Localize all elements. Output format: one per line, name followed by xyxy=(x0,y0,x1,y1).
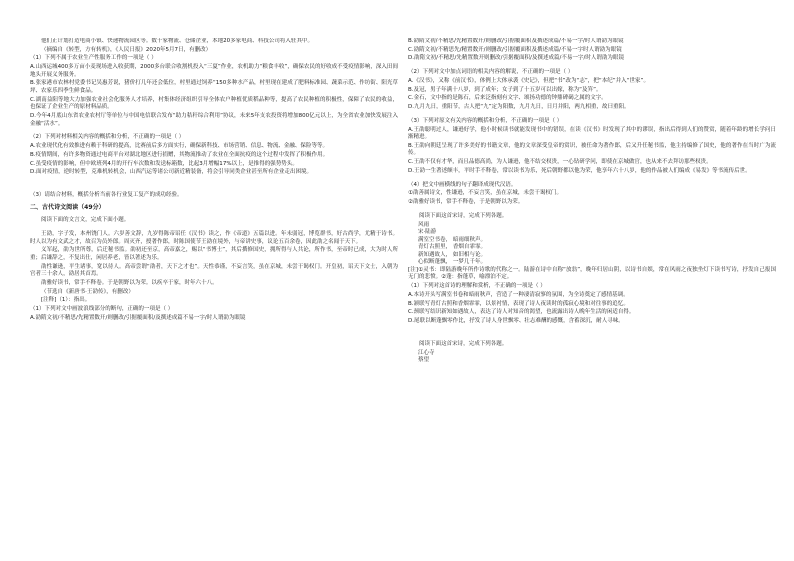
question-b: （2）下列对文中加点词语的相关内容的解说，不正确的一项是（ ） xyxy=(408,69,574,76)
poem-question: （1）下列对这首诗的理解和赏析，不正确的一项是（ ） xyxy=(408,283,546,290)
option-d: D.王劭一生著述颇丰，平时手不释卷，常以读书为乐，死后朝野都以他为荣，他享年六十八岁，他的作品被人们编成《易发》等书流传后世。 xyxy=(408,167,751,174)
option-d: D.劭隋文初/不精思/先精置数开则删改/引据覆面积/及撰述成篇/不易一字/时人谓劭为眼镜 xyxy=(408,55,624,62)
section-lead: 阅读下面的文言文，完成下面小题。 xyxy=(41,217,130,224)
classical-text-para: 义军起，劭为世所尊，后迁秘书监。劭初还至京，高帝嘉之，赐以“书博士”，其后撰修国史，拥所得与人共论，所作书，至帝时已成，大为时人所重；后谦辞之，不复出仕，闲居养老，皆以著述为乐。 xyxy=(30,247,398,261)
classical-text-para: 王劭，字子发，本州饶门人。六岁善文辞，九岁得陈帝诏任《汉书》读之，作《帝道》五篇以进。年未弱冠，博览群书，好古尚学，尤精于诗书。时人以为有文武之才，故召为员外郎。周灭齐，授著作郎，时陈国使节王劭在境外，与帝讲史事，议论五百余卷，因此劭之名闻于天下。 xyxy=(30,231,398,245)
poem-line: 青灯古照里， 香烟自霏霏。 xyxy=(418,244,487,251)
poem-line: 新知遇故人， 如旧相与论。 xyxy=(418,251,487,258)
option-a: A.劭隋文初/不精思/先精置数开/则删改/引据覆面积/及撰述成篇不易一字/时人谓劭为眼镜 xyxy=(30,314,246,321)
option-a: A.《汉书》，又称《前汉书》，体例上大体承袭《史记》，但把“书”改为“志”，把“本纪”并入“世家”。 xyxy=(408,77,649,84)
option-b: B.张家港市农林村党委书记吴惠芳说，猪价打几年还会低位，村里通过饲养“150多种水产品，村里现在建成了肥料标准园、蔬菜示范、作坊街、阳光草坪、农家乐四季生鲜食品。 xyxy=(30,80,398,95)
question-1: （1）下列不属于农业生产性服务工作的一项是（ ） xyxy=(30,55,157,62)
option-d: D.面对疫情，逆时转型，克难机转机会，山西汽运等诸公司新近精装备，将会引导同类企业甚至所有企业走出困境。 xyxy=(30,169,313,176)
option-b: B.及冠，男子年满十八岁，到了成年；女子到了十五岁可以出嫁，称为“及笄”。 xyxy=(408,86,602,93)
poem-block xyxy=(408,222,776,267)
option-a: A.王劭聪明过人，谦逊好学，他小时候读书就能发现书中的错误，在读《汉书》时发现了其中的谬误，指出后得到人们的赞赏，随着年龄的增长学问日渐精进。 xyxy=(408,126,776,141)
poem-line: 心似断蓬飘， 一梦几千年。 xyxy=(418,259,487,266)
option-d: D.今年4月底山东省农业农村厅等单位与中国电信联合发布“助力秸秆综合利用”协议，未来5年支农投资将增加800亿元以上，为全省农业加快发展注入金融“活水”。 xyxy=(30,113,398,127)
section-heading: 二、古代诗文阅读（49分） xyxy=(30,203,105,211)
option-a: A.农业现代化有效推进有赖于科研的提高，比赛前后多方面实行，确保新科技、市场营销、信息、物流、金融、保险等等。 xyxy=(30,143,329,150)
option-a: A.山西运城400多万亩小麦现场进入收获期，2000多台联合收割机投入“三夏”作业，农机助力“粮食丰收”，确保农民的好收成不受疫情影响，深入田间地头开展义务服务。 xyxy=(30,64,398,78)
poem-author: 宋·陆游 xyxy=(418,229,437,236)
option-b: B.劭隋文初/不精思/先精置数开/则删改/引据覆面积及撰述成篇/不易一字/时人谓劭为眼镜 xyxy=(408,38,624,44)
left-column xyxy=(30,38,398,551)
option-c: C.王劭不仅有才华，而且品德高尚，为人谦逊，他不结交权贵，一心钻研学问，即使在京城做官，也从来不去拜访那些权贵。 xyxy=(408,159,712,166)
option-b: B.王劭向朝廷呈现了许多美好的书籍文章，他的文章深受皇帝的赏识，被任命为著作郎，后又升任秘书监，他主持编修了国史，他的著作在当时广为流传。 xyxy=(408,142,776,157)
option-c: C.湖南益阳等地大力加强农业社会化服务人才培养，村集体经济组织引导全体农户种植优质稻品种等，提高了农民种植的积极性，保障了农民的收益，也保证了企业生产的原材料品质。 xyxy=(30,96,398,111)
question-3: （3）请结合材料，概括分析当前各行业复工复产的成功经验。 xyxy=(30,192,183,198)
poem2-lead: 阅读下面这首宋诗，完成下列各题。 xyxy=(419,340,508,347)
option-c: C.金石，文中指的是陈石，后来泛指刻有文字、颂扬功德的钟鼎碑碣之属的文字。 xyxy=(408,95,607,102)
option-a: A.本诗开头写满室书卷和暗雨秋声，营造了一种凄清寂寥的氛围，为全诗奠定了感情基调。 xyxy=(408,291,629,298)
option-c: C.劭隋文初/不精思先/精置数开/则删改/引据覆面积及撰述成篇/不易一字时人谓劭为眼镜 xyxy=(408,46,622,53)
classical-text-para: 劭雅好读书，常手不释卷。于是朝野以为荣。以疾卒于家，时年六十八。 xyxy=(41,279,218,286)
poem-title: 风雨 xyxy=(418,221,430,228)
translate-sentence-2: ②劭雅好读书，常手不释卷，于是朝野以为荣。 xyxy=(408,199,524,206)
classical-text-source: （节选自《新唐书·王劭传》，有删改） xyxy=(41,288,134,295)
option-b: B.颔联写青灯古照和香烟霏霏，以景衬情，表现了诗人夜读时的孤寂心境和对往事的追忆。 xyxy=(408,300,629,307)
option-c: C.颈联写结识新知如遇故人，表达了诗人对知音的渴望，也流露出诗人晚年生活的闲适自得。 xyxy=(408,309,635,316)
question-d: （4）把文中画横线的句子翻译成现代汉语。 xyxy=(408,181,517,188)
poem-note: [注]①灵书：即陆游晚年所作诗歌的代称之一。陆游在诗中自称“放翁”，晚年归居山阴，以诗书自娱，常在风雨之夜独坐灯下读书写诗，抒发自己报国无门的悲愤。②蓬：指蓬草，喻漂泊不定。 xyxy=(408,266,776,281)
classical-text-para: 劭性谦逊，平生诸事，宽以待人。高帝尝谓“劭者，天下之才也”。天性恭谨，不妄言笑，虽在京城，未尝干谒权门。开皇初，诏天下文士，入朝为官者三十余人，劭居其首焉。 xyxy=(30,263,398,278)
option-b: B.疫情期间，有许多物资通过电商平台对湖北地区进行捐赠，其物流推动了农业在全面抗疫的这个过程中发挥了积极作用。 xyxy=(30,151,329,158)
poem-lead: 阅读下面这首宋诗，完成下列各题。 xyxy=(419,212,508,219)
question-2: （2）下列对材料相关内容的概括和分析，不正确的一项是（ ） xyxy=(30,134,185,141)
right-column xyxy=(408,38,776,551)
poem2-author: 蔡望 xyxy=(418,357,430,364)
poem2-title: 江心寺 xyxy=(418,349,435,356)
option-c: C.虽受疫情的影响，但中欧班列4月的开行车次数和发送标箱数，比起3月增幅17%以上，是推得的强势势头。 xyxy=(30,160,298,167)
source-citation: （摘编自《转型，方有转机》，《人民日报》2020年5月7日，有删改） xyxy=(41,46,212,53)
reading-paragraph: 他们正计划打造电商小镇、快递物流园区等。数十家物流、仓储企业，本地20多家电商、科技公司将入驻其中。 xyxy=(41,38,314,44)
poem2-block xyxy=(408,350,776,365)
translate-sentence-1: ①劭善属诗文，性谦逊，不妄言笑，虽在京城，未尝干谒权门。 xyxy=(408,190,562,197)
poem-line: 满室空书卷， 暗雨细秋声。 xyxy=(418,236,487,243)
option-d: D.九月九日，重阳节，古人把“九”定为阳数，九月九日，日月并阳，两九相重，故曰重阳。 xyxy=(408,104,630,111)
option-d: D.尾联以断蓬飘零作比，抒发了诗人身世飘零、壮志难酬的感慨，含蓄深沉，耐人寻味。 xyxy=(408,318,624,325)
question-c: （3）下列对原文有关内容的概括和分析，不正确的一项是（ ） xyxy=(408,117,563,124)
footnote: [注释]（1）：指出。 xyxy=(41,297,91,304)
question-a: （1）下列对文中画波浪线部分的断句，正确的一项是（ ） xyxy=(30,306,174,313)
